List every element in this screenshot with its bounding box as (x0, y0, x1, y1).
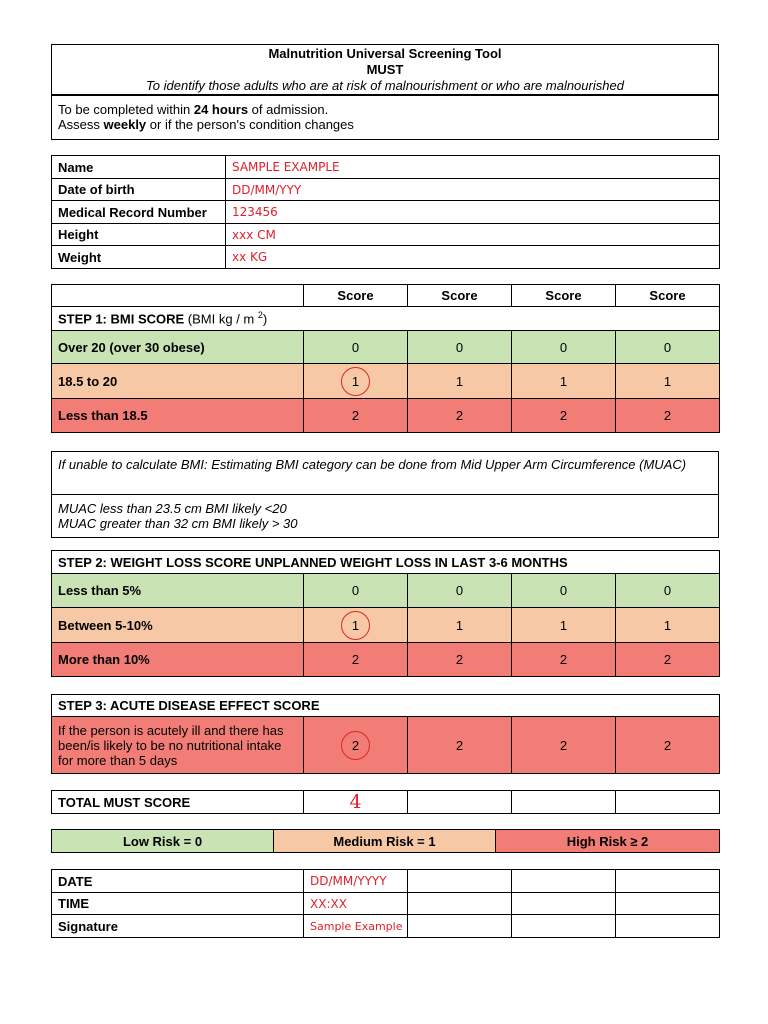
signoff-label-time: TIME (52, 893, 304, 915)
signoff-table (51, 869, 720, 938)
step1-title: STEP 1: BMI SCORE (BMI kg / m $^2$) (52, 307, 720, 331)
bmi-category: 18.5 to 20 (52, 364, 304, 399)
score-cell[interactable] (616, 791, 720, 814)
score-cell[interactable]: 0 (616, 574, 720, 608)
score-header: Score (408, 285, 512, 307)
selected-score-circle: 1 (341, 611, 370, 640)
patient-label-dob: Date of birth (52, 179, 226, 201)
score-header: Score (304, 285, 408, 307)
score-cell[interactable]: 2 (512, 643, 616, 677)
signoff-cell[interactable] (512, 893, 616, 915)
total-score-table (51, 790, 720, 814)
step2-title-row (52, 551, 720, 574)
acute-disease-criteria: If the person is acutely ill and there has been/is likely to be no nutritional intake for more than 5 days (52, 717, 304, 774)
blank-cell (52, 285, 304, 307)
score-cell[interactable]: 1 (512, 364, 616, 399)
selected-score-circle: 2 (341, 731, 370, 760)
step1-title-row (52, 307, 720, 331)
score-header: Score (616, 285, 720, 307)
low-risk-label: Low Risk = 0 (52, 830, 274, 853)
instruction-line-1: To be completed within 24 hours of admission. (58, 102, 329, 117)
table-row (52, 608, 720, 643)
score-header: Score (512, 285, 616, 307)
signoff-cell[interactable] (408, 893, 512, 915)
table-row (52, 246, 720, 269)
table-row (52, 179, 720, 201)
table-row (52, 717, 720, 774)
score-cell[interactable] (304, 364, 408, 399)
score-cell[interactable] (408, 791, 512, 814)
high-risk-label: High Risk ≥ 2 (496, 830, 720, 853)
total-score-value[interactable]: 4 (304, 791, 408, 814)
signoff-label-signature: Signature (52, 915, 304, 938)
patient-value-dob[interactable]: DD/MM/YYY (226, 179, 720, 201)
form-purpose: To identify those adults who are at risk of malnourishment or who are malnourished (146, 78, 624, 93)
score-cell[interactable]: 2 (616, 399, 720, 433)
table-row (52, 156, 720, 179)
instructions-box (51, 95, 719, 140)
score-cell[interactable]: 2 (408, 399, 512, 433)
table-row (52, 399, 720, 433)
step3-title-row (52, 695, 720, 717)
signoff-cell[interactable] (616, 870, 720, 893)
score-cell[interactable] (304, 608, 408, 643)
weight-loss-category: Between 5-10% (52, 608, 304, 643)
table-row (52, 643, 720, 677)
patient-value-height[interactable]: xxx CM (226, 224, 720, 246)
table-row (52, 224, 720, 246)
patient-label-weight: Weight (52, 246, 226, 269)
signoff-cell[interactable] (512, 870, 616, 893)
patient-label-mrn: Medical Record Number (52, 201, 226, 224)
form-subtitle: MUST (366, 62, 404, 77)
score-cell[interactable]: 0 (616, 331, 720, 364)
table-row (52, 915, 720, 938)
step3-title: STEP 3: ACUTE DISEASE EFFECT SCORE (52, 695, 720, 717)
table-row (52, 830, 720, 853)
score-cell[interactable]: 2 (512, 399, 616, 433)
score-cell[interactable] (304, 717, 408, 774)
muac-line-2: MUAC greater than 32 cm BMI likely > 30 (58, 516, 298, 531)
score-cell[interactable]: 2 (408, 643, 512, 677)
signoff-label-date: DATE (52, 870, 304, 893)
bmi-category: Over 20 (over 30 obese) (52, 331, 304, 364)
score-cell[interactable]: 2 (616, 643, 720, 677)
muac-note: If unable to calculate BMI: Estimating BMI category can be done from Mid Upper Arm Circumference (MUAC) (58, 457, 687, 472)
score-cell[interactable] (512, 791, 616, 814)
medium-risk-label: Medium Risk = 1 (274, 830, 496, 853)
instruction-line-2: Assess weekly or if the person's condition changes (58, 117, 354, 132)
muac-line-1: MUAC less than 23.5 cm BMI likely <20 (58, 501, 287, 516)
patient-label-name: Name (52, 156, 226, 179)
table-row (52, 331, 720, 364)
score-cell[interactable]: 1 (408, 364, 512, 399)
step1-bmi-table (51, 284, 720, 433)
form-title: Malnutrition Universal Screening Tool (268, 46, 502, 61)
score-cell[interactable]: 0 (304, 331, 408, 364)
muac-guide-box (51, 494, 719, 538)
signoff-value-date[interactable]: DD/MM/YYYY (304, 870, 408, 893)
signoff-cell[interactable] (512, 915, 616, 938)
score-cell[interactable]: 2 (616, 717, 720, 774)
signoff-cell[interactable] (616, 915, 720, 938)
score-cell[interactable]: 0 (304, 574, 408, 608)
score-cell[interactable]: 2 (304, 643, 408, 677)
score-cell[interactable]: 0 (512, 574, 616, 608)
signoff-cell[interactable] (616, 893, 720, 915)
patient-value-mrn[interactable]: 123456 (226, 201, 720, 224)
signoff-cell[interactable] (408, 915, 512, 938)
score-cell[interactable]: 0 (408, 331, 512, 364)
patient-value-weight[interactable]: xx KG (226, 246, 720, 269)
step2-weight-loss-table (51, 550, 720, 677)
score-cell[interactable]: 1 (616, 364, 720, 399)
signoff-value-signature[interactable]: Sample Example (304, 915, 408, 938)
step2-title: STEP 2: WEIGHT LOSS SCORE UNPLANNED WEIGHT LOSS IN LAST 3-6 MONTHS (52, 551, 720, 574)
score-cell[interactable]: 2 (512, 717, 616, 774)
bmi-category: Less than 18.5 (52, 399, 304, 433)
table-row (52, 574, 720, 608)
selected-score-circle: 1 (341, 367, 370, 396)
step3-acute-disease-table (51, 694, 720, 774)
score-cell[interactable]: 2 (304, 399, 408, 433)
weight-loss-category: More than 10% (52, 643, 304, 677)
patient-value-name[interactable]: SAMPLE EXAMPLE (226, 156, 720, 179)
signoff-value-time[interactable]: XX:XX (304, 893, 408, 915)
table-row (52, 870, 720, 893)
score-cell[interactable]: 0 (512, 331, 616, 364)
risk-legend (51, 829, 720, 853)
score-cell[interactable]: 0 (408, 574, 512, 608)
weight-loss-category: Less than 5% (52, 574, 304, 608)
score-header-row (52, 285, 720, 307)
header-box (51, 44, 719, 95)
score-cell[interactable]: 1 (408, 608, 512, 643)
table-row (52, 201, 720, 224)
table-row (52, 364, 720, 399)
muac-note-box (51, 451, 719, 495)
signoff-cell[interactable] (408, 870, 512, 893)
score-cell[interactable]: 2 (408, 717, 512, 774)
patient-details-table (51, 155, 720, 269)
patient-label-height: Height (52, 224, 226, 246)
table-row (52, 791, 720, 814)
score-cell[interactable]: 1 (616, 608, 720, 643)
score-cell[interactable]: 1 (512, 608, 616, 643)
total-score-label: TOTAL MUST SCORE (52, 791, 304, 814)
table-row (52, 893, 720, 915)
